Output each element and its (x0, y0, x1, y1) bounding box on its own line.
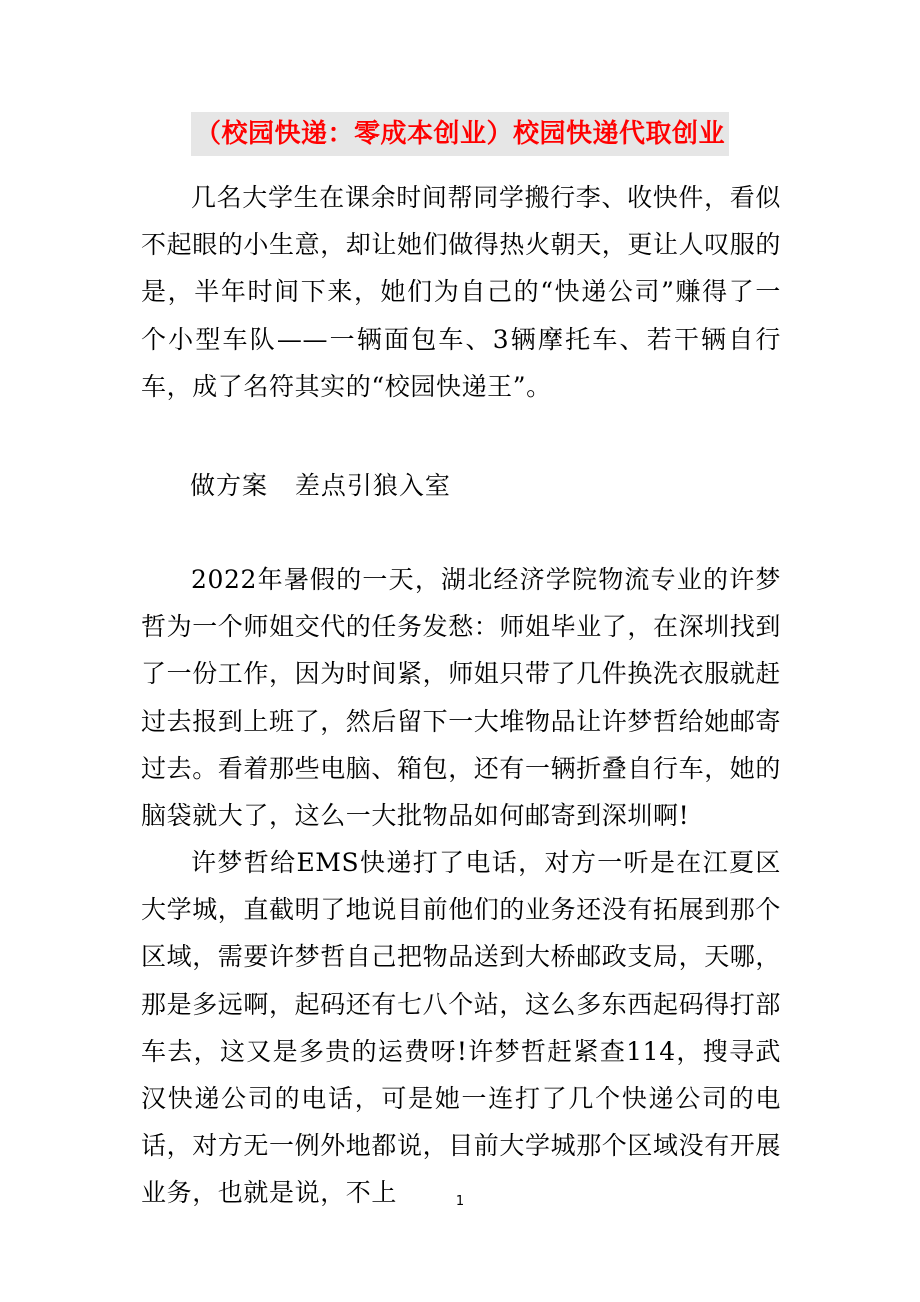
paragraph-intro: 几名大学生在课余时间帮同学搬行李、收快件，看似不起眼的小生意，却让她们做得热火朝天，更让人叹服的是，半年时间下来，她们为自己的“快递公司”赚得了一个小型车队——一辆面包车、3辆摩托车、若干辆自行车，成了名符其实的“校园快递王”。 (141, 183, 782, 401)
page-number: 1 (455, 1194, 465, 1209)
paragraph-ems-call: 许梦哲给EMS快递打了电话，对方一听是在江夏区大学城，直截明了地说目前他们的业务还没有拓展到那个区域，需要许梦哲自己把物品送到大桥邮政支局，天哪，那是多远啊，起码还有七八个站，这么多东西起码得打部车去，这又是多贵的运费呀!许梦哲赶紧查114，搜寻武汉快递公司的电话，可是她一连打了几个快递公司的电话，对方无一例外地都说，目前大学城那个区域没有开展业务，也就是说，不上 (141, 848, 782, 1208)
title-container (0, 112, 920, 156)
paragraph-story-start: 2022年暑假的一天，湖北经济学院物流专业的许梦哲为一个师姐交代的任务发愁：师姐毕业了，在深圳找到了一份工作，因为时间紧，师姐只带了几件换洗衣服就赶过去报到上班了，然后留下一大堆物品让许梦哲给她邮寄过去。看着那些电脑、箱包，还有一辆折叠自行车，她的脑袋就大了，这么一大批物品如何邮寄到深圳啊! (141, 565, 782, 831)
section-heading: 做方案 差点引狼入室 (190, 471, 451, 500)
document-title: （校园快递：零成本创业）校园快递代取创业 (191, 112, 729, 156)
